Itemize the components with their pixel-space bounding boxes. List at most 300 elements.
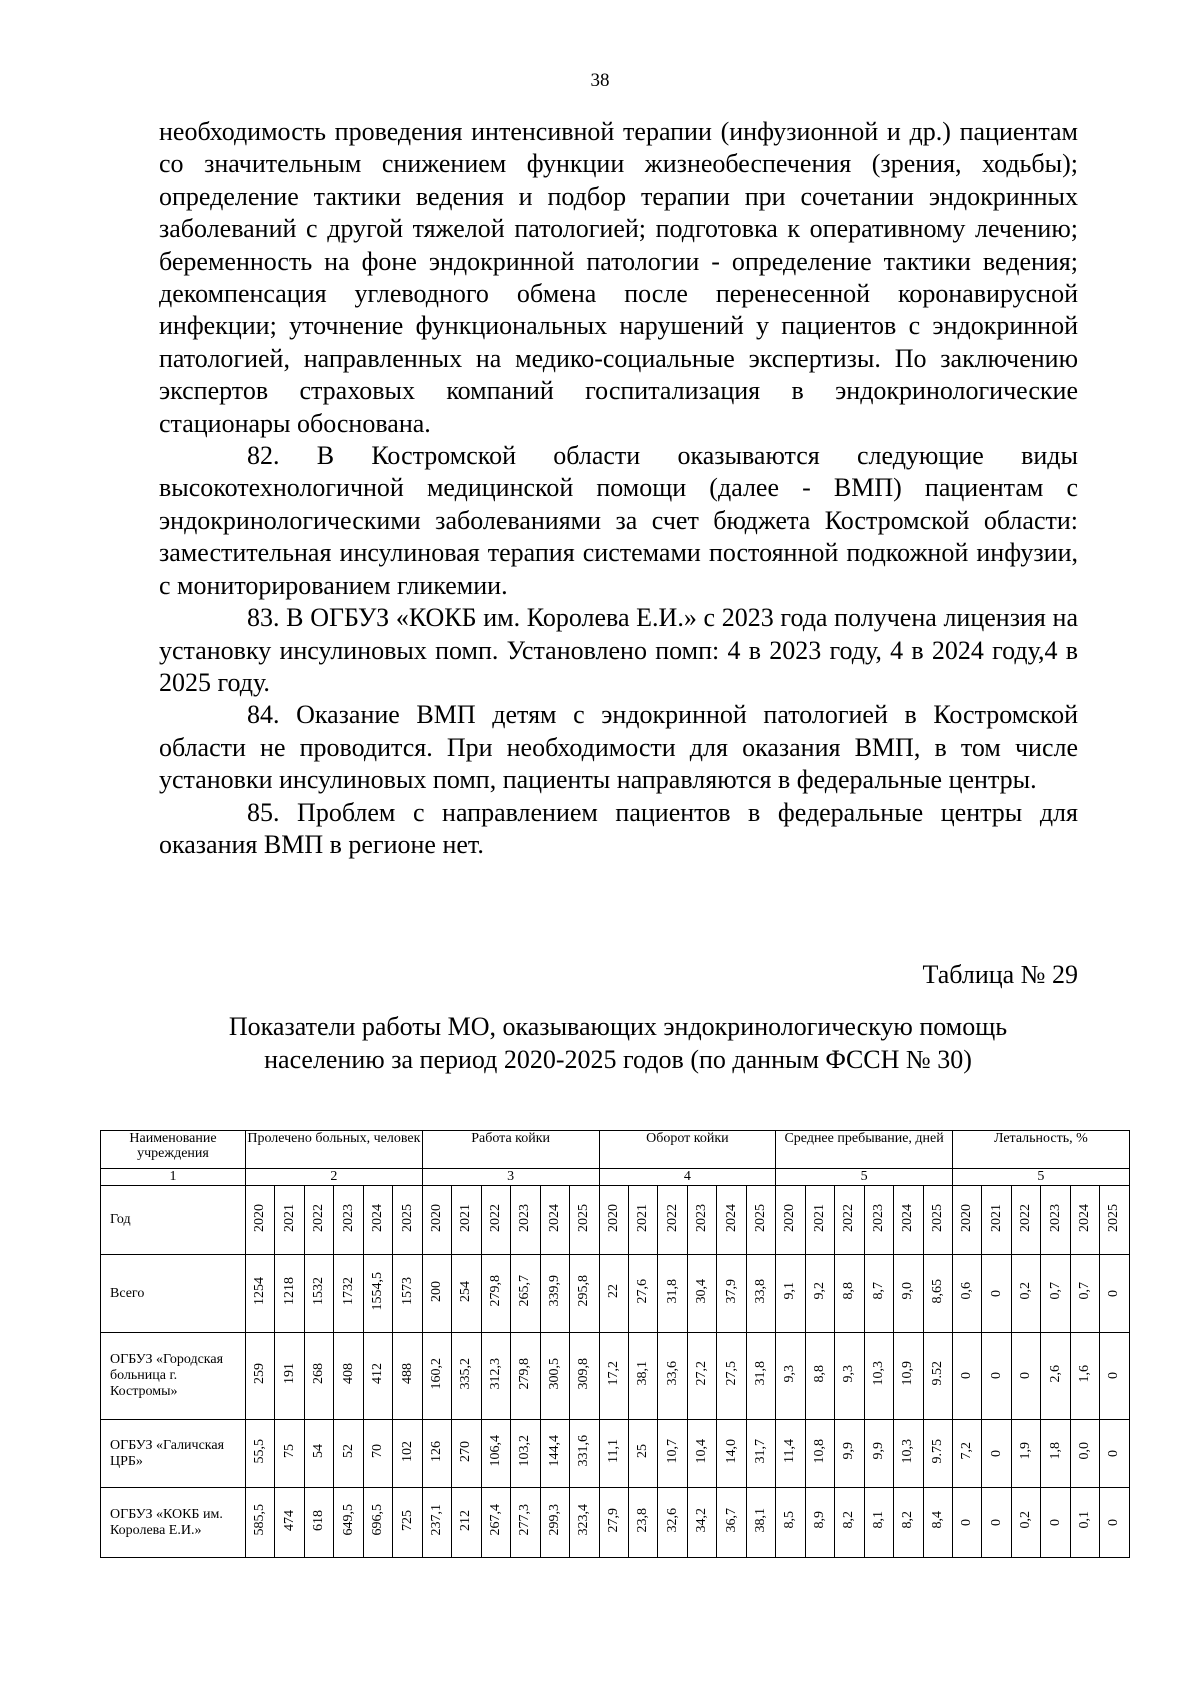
value-label: 0,0	[1077, 1442, 1092, 1460]
value-label: 7,2	[959, 1442, 975, 1460]
value-cell	[246, 1333, 275, 1420]
value-cell	[746, 1488, 775, 1558]
header-group-cell: Среднее пребывание, дней	[776, 1131, 953, 1169]
value-label: 10,9	[900, 1361, 916, 1386]
value-cell	[1041, 1333, 1070, 1420]
value-cell	[1100, 1333, 1130, 1420]
value-label: 618	[311, 1509, 327, 1531]
value-cell	[923, 1488, 952, 1558]
value-label: 268	[311, 1363, 327, 1384]
year-cell	[599, 1186, 628, 1255]
value-cell	[805, 1488, 834, 1558]
year-cell	[776, 1186, 805, 1255]
value-label: 32,6	[664, 1507, 680, 1533]
value-label: 1,9	[1018, 1442, 1034, 1460]
value-cell	[1070, 1420, 1099, 1488]
value-cell	[805, 1255, 834, 1333]
value-label: 14,0	[723, 1438, 739, 1464]
value-cell	[746, 1255, 775, 1333]
year-cell	[1100, 1186, 1130, 1255]
value-label: 0	[1106, 1449, 1122, 1457]
row-name-cell: Всего	[101, 1255, 246, 1333]
value-cell	[481, 1488, 510, 1558]
value-label: 0,2	[1018, 1282, 1034, 1300]
value-cell	[982, 1420, 1011, 1488]
value-label: 0	[988, 1449, 1004, 1457]
value-cell	[511, 1255, 540, 1333]
value-cell	[540, 1255, 569, 1333]
year-cell	[1011, 1186, 1040, 1255]
year-cell	[511, 1186, 540, 1255]
value-label: 1532	[311, 1277, 327, 1305]
value-cell	[952, 1488, 981, 1558]
value-label: 408	[340, 1363, 356, 1384]
header-number-cell: 5	[776, 1169, 953, 1186]
value-label: 0	[988, 1518, 1004, 1526]
value-cell	[894, 1255, 923, 1333]
value-cell	[363, 1488, 392, 1558]
value-cell	[599, 1420, 628, 1488]
value-cell	[776, 1420, 805, 1488]
value-cell	[304, 1255, 333, 1333]
value-label: 267,4	[487, 1504, 503, 1536]
value-label: 27,5	[723, 1361, 739, 1386]
row-name-cell: ОГБУЗ «Городская больница г. Костромы»	[101, 1333, 246, 1420]
value-label: 27,2	[694, 1361, 710, 1386]
value-label: 9,9	[841, 1442, 857, 1460]
value-label: 270	[458, 1440, 474, 1462]
value-label: 55,5	[252, 1438, 268, 1464]
value-cell	[628, 1255, 657, 1333]
value-label: 8,9	[811, 1511, 827, 1529]
value-label: 0,7	[1077, 1282, 1092, 1300]
row-name-cell: ОГБУЗ «КОКБ им. Королева Е.И.»	[101, 1488, 246, 1558]
table-caption: Таблица № 29	[922, 960, 1078, 989]
year-label: 2020	[959, 1203, 975, 1232]
value-cell	[1011, 1255, 1040, 1333]
value-cell	[776, 1488, 805, 1558]
value-label: 237,1	[428, 1504, 444, 1536]
year-label-cell: Год	[101, 1186, 246, 1255]
value-label: 31,8	[753, 1361, 769, 1386]
value-cell	[540, 1420, 569, 1488]
table-row	[101, 1488, 1130, 1558]
value-label: 0	[988, 1372, 1004, 1379]
value-label: 200	[428, 1280, 444, 1302]
paragraph: необходимость проведения интенсивной терапии (инфузионной и др.) пациентам со значительным снижением функции жизнеобеспечения (зрения, ходьбы); определение тактики ведения и подбор терапии при сочетании эндокринных заболеваний с другой тяжелой патологией; подготовка к оперативному лечению; беременность на фоне эндокринной патологии - определение тактики ведения; декомпенсация углеводного обмена после перенесенной коронавирусной инфекции; уточнение функциональных нарушений у пациентов с эндокринной патологией, направленных на медико-социальные экспертизы. По заключению экспертов страховых компаний госпитализация в эндокринологические стационары обоснована.	[159, 117, 1078, 438]
value-label: 0	[959, 1372, 975, 1379]
year-label: 2022	[311, 1203, 327, 1232]
value-label: 144,4	[546, 1435, 562, 1467]
value-label: 0	[988, 1289, 1004, 1297]
year-label: 2022	[841, 1203, 857, 1232]
value-label: 335,2	[458, 1357, 474, 1390]
value-cell	[923, 1255, 952, 1333]
header-name-cell: Наименование учреждения	[101, 1131, 246, 1169]
value-cell	[894, 1420, 923, 1488]
year-label: 2020	[428, 1203, 444, 1232]
value-label: 8,8	[811, 1364, 827, 1383]
table-title	[150, 1010, 1086, 1076]
value-cell	[835, 1420, 864, 1488]
value-label: 34,2	[694, 1507, 710, 1533]
year-label: 2020	[252, 1203, 268, 1232]
year-label: 2025	[753, 1203, 769, 1232]
value-cell	[1041, 1420, 1070, 1488]
value-cell	[275, 1333, 304, 1420]
value-cell	[246, 1488, 275, 1558]
year-label: 2024	[1077, 1203, 1092, 1232]
value-cell	[687, 1488, 716, 1558]
value-label: 0	[1106, 1289, 1122, 1297]
value-cell	[246, 1420, 275, 1488]
value-cell	[923, 1420, 952, 1488]
header-group-cell: Оборот койки	[599, 1131, 776, 1169]
value-label: 54	[311, 1444, 327, 1458]
value-label: 37,9	[723, 1278, 739, 1304]
year-label: 2020	[782, 1203, 798, 1232]
value-cell	[452, 1255, 481, 1333]
value-cell	[864, 1333, 893, 1420]
row-name-cell: ОГБУЗ «Галичская ЦРБ»	[101, 1420, 246, 1488]
year-cell	[393, 1186, 422, 1255]
value-cell	[540, 1488, 569, 1558]
year-label: 2023	[870, 1203, 886, 1232]
year-cell	[363, 1186, 392, 1255]
table-row	[101, 1333, 1130, 1420]
value-cell	[422, 1420, 451, 1488]
value-cell	[1041, 1255, 1070, 1333]
year-label: 2024	[370, 1203, 386, 1232]
paragraph: 82. В Костромской области оказываются следующие виды высокотехнологичной медицинской помощи (далее - ВМП) пациентам с эндокринологическими заболеваниями за счет бюджета Костромской области: заместительная инсулиновая терапия системами постоянной подкожной инфузии, с мониторированием гликемии.	[159, 441, 1078, 600]
value-label: 339,9	[546, 1275, 562, 1307]
value-cell	[864, 1420, 893, 1488]
indicators-table	[100, 1130, 1130, 1558]
header-number-cell: 5	[952, 1169, 1129, 1186]
year-cell	[246, 1186, 275, 1255]
value-cell	[894, 1333, 923, 1420]
year-cell	[275, 1186, 304, 1255]
year-cell	[923, 1186, 952, 1255]
year-cell	[334, 1186, 363, 1255]
value-cell	[363, 1255, 392, 1333]
value-label: 696,5	[370, 1504, 386, 1536]
value-cell	[687, 1255, 716, 1333]
value-label: 277,3	[517, 1504, 533, 1536]
value-cell	[599, 1255, 628, 1333]
value-cell	[1100, 1488, 1130, 1558]
value-cell	[1100, 1420, 1130, 1488]
value-label: 25	[635, 1444, 651, 1458]
year-label: 2023	[1047, 1203, 1063, 1232]
value-label: 259	[252, 1363, 268, 1384]
value-cell	[982, 1255, 1011, 1333]
value-cell	[628, 1333, 657, 1420]
year-label: 2021	[811, 1203, 827, 1232]
value-cell	[864, 1488, 893, 1558]
value-label: 9,3	[841, 1364, 857, 1383]
value-label: 17,2	[605, 1361, 621, 1386]
year-label: 2025	[399, 1203, 415, 1232]
year-label: 2024	[900, 1203, 916, 1232]
value-label: 27,6	[635, 1278, 651, 1304]
year-label: 2021	[988, 1203, 1004, 1232]
value-label: 10,7	[664, 1438, 680, 1464]
value-cell	[393, 1420, 422, 1488]
year-cell	[894, 1186, 923, 1255]
value-cell	[805, 1333, 834, 1420]
value-cell	[982, 1333, 1011, 1420]
value-label: 9,9	[870, 1442, 886, 1460]
value-label: 8,65	[929, 1278, 945, 1304]
value-cell	[246, 1255, 275, 1333]
value-label: 27,9	[605, 1507, 621, 1533]
value-cell	[835, 1333, 864, 1420]
year-cell	[304, 1186, 333, 1255]
value-cell	[393, 1255, 422, 1333]
value-label: 1573	[399, 1277, 415, 1305]
value-label: 126	[428, 1440, 444, 1462]
value-cell	[1100, 1255, 1130, 1333]
value-cell	[452, 1333, 481, 1420]
value-label: 10,8	[811, 1438, 827, 1464]
value-cell	[334, 1420, 363, 1488]
paragraph: 84. Оказание ВМП детям с эндокринной патологией в Костромской области не проводится. При необходимости для оказания ВМП, в том числе установки инсулиновых помп, пациенты направляются в федеральные центры.	[159, 700, 1078, 795]
value-label: 160,2	[428, 1357, 444, 1390]
header-number-cell: 4	[599, 1169, 776, 1186]
value-label: 8,5	[782, 1511, 798, 1529]
value-label: 8,4	[929, 1511, 945, 1529]
value-label: 279,8	[517, 1357, 533, 1390]
value-label: 9,1	[782, 1282, 798, 1300]
value-cell	[717, 1255, 746, 1333]
table-number-row	[101, 1169, 1130, 1186]
value-cell	[805, 1420, 834, 1488]
year-label: 2022	[664, 1203, 680, 1232]
value-cell	[599, 1333, 628, 1420]
value-cell	[1011, 1420, 1040, 1488]
paragraph: 85. Проблем с направлением пациентов в федеральные центры для оказания ВМП в регионе нет.	[159, 797, 1078, 859]
value-label: 0	[1047, 1518, 1063, 1526]
value-label: 33,6	[664, 1361, 680, 1386]
value-cell	[363, 1333, 392, 1420]
value-label: 8,7	[870, 1282, 886, 1300]
value-cell	[864, 1255, 893, 1333]
year-label: 2025	[1106, 1203, 1122, 1232]
value-label: 8,1	[870, 1511, 886, 1529]
value-cell	[952, 1333, 981, 1420]
table-header-row	[101, 1131, 1130, 1169]
value-cell	[1070, 1333, 1099, 1420]
value-label: 295,8	[576, 1275, 592, 1307]
value-label: 11,1	[605, 1439, 621, 1463]
value-label: 102	[399, 1440, 415, 1462]
paragraph: 83. В ОГБУЗ «КОКБ им. Королева Е.И.» с 2023 года получена лицензия на установку инсулиновых помп. Установлено помп: 4 в 2023 году, 4 в 2024 году,4 в 2025 году.	[159, 603, 1078, 697]
value-label: 11,4	[782, 1439, 798, 1463]
value-cell	[776, 1333, 805, 1420]
value-cell	[658, 1488, 687, 1558]
year-cell	[805, 1186, 834, 1255]
year-cell	[952, 1186, 981, 1255]
year-label: 2021	[635, 1203, 651, 1232]
value-cell	[982, 1488, 1011, 1558]
value-cell	[275, 1255, 304, 1333]
value-cell	[1011, 1333, 1040, 1420]
value-label: 103,2	[517, 1435, 533, 1467]
value-label: 254	[458, 1280, 474, 1302]
value-cell	[1011, 1488, 1040, 1558]
year-cell	[1070, 1186, 1099, 1255]
year-cell	[628, 1186, 657, 1255]
value-label: 10,3	[870, 1361, 886, 1386]
header-number-cell: 2	[246, 1169, 423, 1186]
value-cell	[275, 1488, 304, 1558]
value-cell	[658, 1255, 687, 1333]
value-label: 191	[281, 1363, 297, 1384]
value-cell	[511, 1488, 540, 1558]
table-row	[101, 1255, 1130, 1333]
value-cell	[511, 1333, 540, 1420]
value-label: 10,3	[900, 1438, 916, 1464]
value-label: 0	[1018, 1372, 1034, 1379]
year-label: 2021	[281, 1203, 297, 1232]
year-label: 2023	[694, 1203, 710, 1232]
value-cell	[1070, 1255, 1099, 1333]
value-cell	[776, 1255, 805, 1333]
value-label: 265,7	[517, 1275, 533, 1307]
value-cell	[363, 1420, 392, 1488]
value-label: 22	[605, 1284, 621, 1298]
value-label: 649,5	[340, 1504, 356, 1536]
value-label: 1,8	[1047, 1442, 1063, 1460]
value-cell	[422, 1488, 451, 1558]
value-cell	[658, 1420, 687, 1488]
table-title-line: Показатели работы МО, оказывающих эндокринологическую помощь	[228, 1012, 1008, 1041]
value-label: 30,4	[694, 1278, 710, 1304]
value-label: 10,4	[694, 1438, 710, 1464]
table-row	[101, 1420, 1130, 1488]
year-cell	[570, 1186, 600, 1255]
year-cell	[658, 1186, 687, 1255]
value-cell	[570, 1488, 600, 1558]
value-label: 31,7	[753, 1438, 769, 1464]
value-label: 9.52	[929, 1361, 945, 1386]
value-label: 1554,5	[370, 1271, 386, 1311]
value-cell	[599, 1488, 628, 1558]
year-cell	[864, 1186, 893, 1255]
year-label: 2022	[1018, 1203, 1034, 1232]
value-cell	[304, 1420, 333, 1488]
value-label: 309,8	[576, 1357, 592, 1390]
year-label: 2024	[723, 1203, 739, 1232]
value-label: 2,6	[1047, 1364, 1063, 1383]
body-text	[159, 116, 1078, 861]
year-label: 2025	[576, 1203, 592, 1232]
value-label: 9,2	[811, 1282, 827, 1300]
value-label: 8,8	[841, 1282, 857, 1300]
year-cell	[422, 1186, 451, 1255]
value-label: 38,1	[635, 1361, 651, 1386]
value-cell	[334, 1333, 363, 1420]
value-cell	[717, 1333, 746, 1420]
value-label: 36,7	[723, 1507, 739, 1533]
value-label: 0,2	[1018, 1511, 1034, 1529]
year-cell	[687, 1186, 716, 1255]
value-label: 31,8	[664, 1278, 680, 1304]
value-label: 1254	[252, 1277, 268, 1305]
value-label: 0	[959, 1518, 975, 1526]
table-title-line: населению за период 2020-2025 годов (по данным ФССН № 30)	[264, 1045, 972, 1074]
value-cell	[422, 1333, 451, 1420]
value-label: 0	[1106, 1372, 1122, 1379]
value-cell	[570, 1420, 600, 1488]
value-cell	[304, 1333, 333, 1420]
value-cell	[452, 1420, 481, 1488]
header-group-cell: Работа койки	[422, 1131, 599, 1169]
value-cell	[717, 1488, 746, 1558]
value-cell	[1041, 1488, 1070, 1558]
value-label: 331,6	[576, 1435, 592, 1467]
value-label: 1,6	[1077, 1364, 1092, 1383]
year-label: 2023	[340, 1203, 356, 1232]
value-cell	[393, 1333, 422, 1420]
value-label: 725	[399, 1509, 415, 1531]
value-label: 279,8	[487, 1275, 503, 1307]
value-cell	[835, 1255, 864, 1333]
year-label: 2025	[929, 1203, 945, 1232]
value-label: 23,8	[635, 1507, 651, 1533]
header-group-cell: Пролечено больных, человек	[246, 1131, 423, 1169]
year-cell	[1041, 1186, 1070, 1255]
page-number: 38	[590, 70, 610, 91]
value-label: 0,6	[959, 1282, 975, 1300]
value-label: 8,2	[900, 1511, 916, 1529]
year-cell	[452, 1186, 481, 1255]
value-cell	[481, 1420, 510, 1488]
year-label: 2020	[605, 1203, 621, 1232]
value-label: 1732	[340, 1277, 356, 1305]
value-cell	[422, 1255, 451, 1333]
value-cell	[1070, 1488, 1099, 1558]
value-label: 323,4	[576, 1504, 592, 1536]
year-cell	[746, 1186, 775, 1255]
year-label: 2024	[546, 1203, 562, 1232]
value-cell	[628, 1488, 657, 1558]
year-label: 2022	[487, 1203, 503, 1232]
value-cell	[952, 1420, 981, 1488]
value-cell	[511, 1420, 540, 1488]
value-label: 0,1	[1077, 1511, 1092, 1529]
value-label: 106,4	[487, 1435, 503, 1467]
value-cell	[570, 1255, 600, 1333]
value-cell	[275, 1420, 304, 1488]
value-cell	[334, 1488, 363, 1558]
value-label: 33,8	[753, 1278, 769, 1304]
value-label: 585,5	[252, 1504, 268, 1536]
value-label: 0,7	[1047, 1282, 1063, 1300]
value-cell	[746, 1333, 775, 1420]
year-cell	[982, 1186, 1011, 1255]
value-cell	[952, 1255, 981, 1333]
value-label: 70	[370, 1444, 386, 1458]
value-cell	[481, 1333, 510, 1420]
header-number-cell: 3	[422, 1169, 599, 1186]
value-cell	[540, 1333, 569, 1420]
header-group-cell: Летальность, %	[952, 1131, 1129, 1169]
year-label: 2023	[517, 1203, 533, 1232]
value-cell	[304, 1488, 333, 1558]
value-label: 9,0	[900, 1282, 916, 1300]
